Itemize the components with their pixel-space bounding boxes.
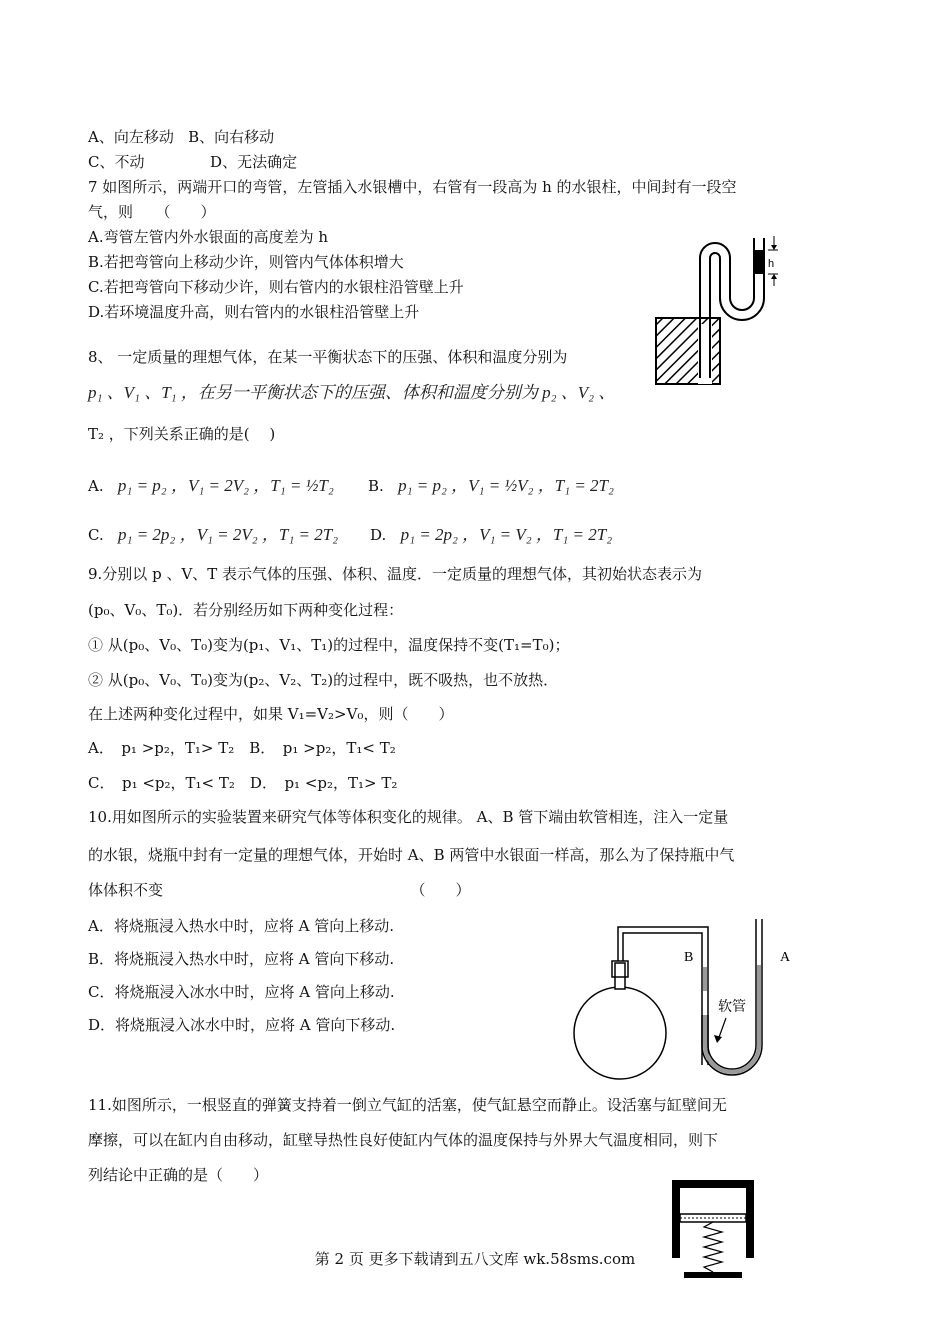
q10-stem-3: 体体积不变 （ ）	[88, 881, 471, 899]
q10-option-a: A．将烧瓶浸入热水中时，应将 A 管向上移动.	[88, 917, 394, 935]
page-footer: 第 2 页 更多下载请到五八文库 wk.58sms.com	[314, 1250, 636, 1268]
q7-stem-1: 7 如图所示，两端开口的弯管，左管插入水银槽中，右管有一段高为 h 的水银柱，中间封有一段空	[88, 178, 737, 196]
q9-options-ab: A． p₁ >p₂，T₁> T₂ B． p₁ >p₂，T₁< T₂	[88, 739, 396, 757]
q10-figure-hose-label: 软管	[718, 999, 746, 1015]
q8-stem-2: p₁ 、V₁ 、T₁ ，在另一平衡状态下的压强、体积和温度分别为 p₂ 、V₂ 、	[88, 383, 616, 402]
q6-option-row-2	[88, 152, 297, 172]
q7-option-b: B.若把弯管向上移动少许，则管内气体体积增大	[88, 253, 404, 271]
q6-option-row-1	[88, 127, 274, 147]
q6-option-c: C、不动	[88, 153, 145, 171]
q7-figure-h-label: h	[768, 258, 775, 270]
q10-figure-b-label: B	[684, 950, 694, 965]
q8-option-a-expr: p₁ = p₂ ，V₁ = 2V₂ ，T₁ = ½T₂	[117, 476, 334, 495]
q10-stem-2: 的水银，烧瓶中封有一定量的理想气体，开始时 A、B 两管中水银面一样高，那么为了保持瓶中气	[88, 846, 735, 864]
q8-option-b: B. p₁ = p₂ ，V₁ = ½V₂ ，T₁ = 2T₂	[368, 476, 614, 495]
q7-option-a: A.弯管左管内外水银面的高度差为 h	[88, 228, 329, 246]
q7-option-c: C.若把弯管向下移动少许，则右管内的水银柱沿管壁上升	[88, 278, 464, 296]
q8-option-c: C. p₁ = 2p₂ ，V₁ = 2V₂ ，T₁ = 2T₂	[88, 525, 339, 544]
q10-stem-1: 10.用如图所示的实验装置来研究气体等体积变化的规律。 A、B 管下端由软管相连，注入一定量	[88, 808, 729, 826]
q10-apparatus-figure	[568, 915, 808, 1085]
q11-stem-1: 11.如图所示，一根竖直的弹簧支持着一倒立气缸的活塞，使气缸悬空而静止。设活塞与缸壁间无	[88, 1096, 727, 1114]
q10-option-b: B．将烧瓶浸入热水中时，应将 A 管向下移动.	[88, 950, 395, 968]
q8-stem-3: T₂ ，下列关系正确的是( )	[88, 425, 276, 443]
q6-option-a: A、向左移动	[88, 128, 174, 146]
q8-option-d-expr: p₁ = 2p₂ ，V₁ = V₂ ，T₁ = 2T₂	[400, 525, 613, 544]
q10-figure-a-label: A	[780, 950, 791, 965]
q7-option-d: D.若环境温度升高，则右管内的水银柱沿管壁上升	[88, 303, 420, 321]
q8-option-a: A. p₁ = p₂ ，V₁ = 2V₂ ，T₁ = ½T₂	[88, 476, 334, 495]
q10-option-d: D．将烧瓶浸入冰水中时，应将 A 管向下移动.	[88, 1016, 396, 1034]
q9-process-2: ② 从(p₀、V₀、T₀)变为(p₂、V₂、T₂)的过程中，既不吸热，也不放热．	[88, 671, 559, 689]
q11-stem-3: 列结论中正确的是（ ）	[88, 1166, 269, 1184]
q7-bent-tube-figure	[650, 228, 800, 388]
q8-option-b-expr: p₁ = p₂ ，V₁ = ½V₂ ，T₁ = 2T₂	[398, 476, 614, 495]
q9-stem-3: 在上述两种变化过程中，如果 V₁=V₂>V₀，则（ ）	[88, 705, 454, 723]
q9-stem-2: (p₀、V₀、T₀)．若分别经历如下两种变化过程：	[88, 601, 404, 619]
q9-stem-1: 9.分别以 p 、V、T 表示气体的压强、体积、温度．一定质量的理想气体，其初始状态表示为	[88, 565, 703, 583]
q7-stem-2: 气，则 （ ）	[88, 203, 216, 221]
q9-options-cd: C． p₁ <p₂，T₁< T₂ D． p₁ <p₂，T₁> T₂	[88, 774, 398, 792]
q8-option-c-expr: p₁ = 2p₂ ，V₁ = 2V₂ ，T₁ = 2T₂	[118, 525, 339, 544]
q8-stem-1: 8、 一定质量的理想气体，在某一平衡状态下的压强、体积和温度分别为	[88, 348, 568, 366]
q6-option-d: D、无法确定	[210, 153, 298, 171]
q11-stem-2: 摩擦，可以在缸内自由移动，缸壁导热性良好使缸内气体的温度保持与外界大气温度相同，则下	[88, 1131, 719, 1149]
q9-process-1: ① 从(p₀、V₀、T₀)变为(p₁、V₁、T₁)的过程中，温度保持不变(T₁=T₀)；	[88, 636, 570, 654]
q8-option-d: D. p₁ = 2p₂ ，V₁ = V₂ ，T₁ = 2T₂	[370, 525, 613, 544]
q6-option-b: B、向右移动	[188, 128, 275, 146]
q10-option-c: C．将烧瓶浸入冰水中时，应将 A 管向上移动.	[88, 983, 395, 1001]
